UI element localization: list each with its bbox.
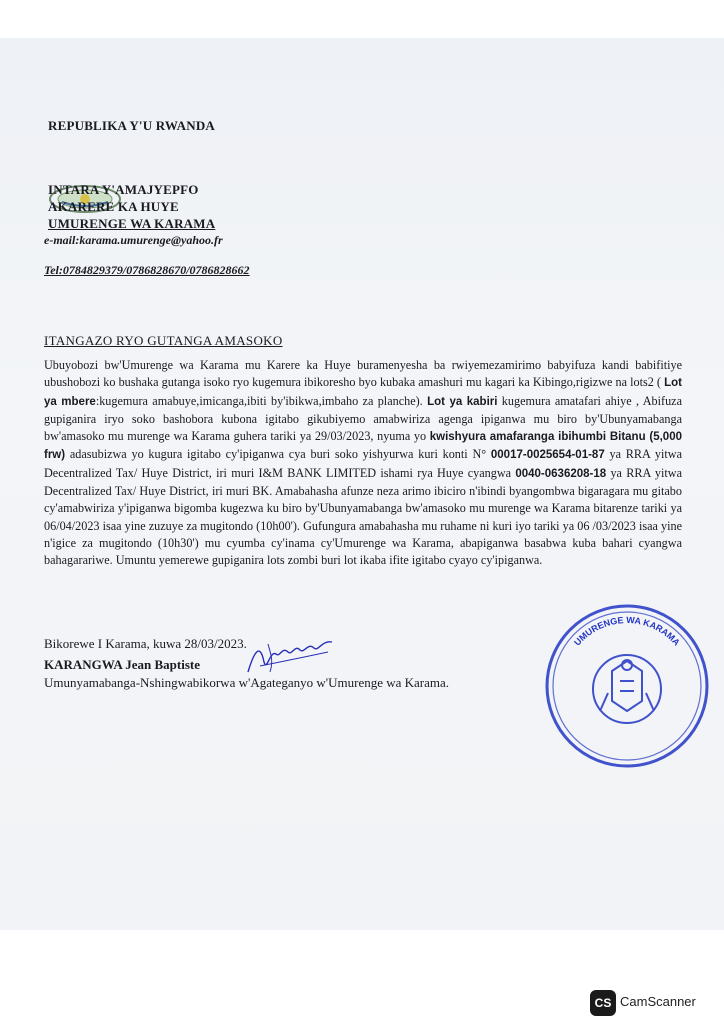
lot1-label: Lot ya mbere [44, 377, 682, 408]
official-stamp [542, 601, 712, 771]
signatory-name: KARANGWA Jean Baptiste [44, 657, 201, 672]
account-number-bk: 0040-0636208-18 [515, 467, 607, 480]
handwritten-signature [240, 632, 340, 678]
district-line: AKARERE KA HUYE [48, 199, 179, 214]
document-page [0, 38, 724, 930]
notice-title: ITANGAZO RYO GUTANGA AMASOKO [44, 333, 283, 348]
stamp-text: UMURENGE WA KARAMA [572, 614, 682, 648]
notice-body: Ubuyobozi bw'Umurenge wa Karama mu Karere ka Huye buramenyesha ba rwiyemezamirimo babyifuza kandi babifitiye ubushobozi ko bushaka gutanga isoko ryo kugemura ibikoresho byo kubaka amashuri mu kagari ka Kibingo,rigizwe na lots2 ( Lot ya mbere:kugemura amabuye,imicanga,ibiti by'ibikwa,imbaho za planche). Lot ya kabiri kugemura amatafari ahiye , Abifuza gupiganira iryo soko bashobora kubona igitabo gikubiyemo amabwiriza agenga ipiganwa mu biro by'Ubunyamabanga bw'amasoko mu murenge wa Karama guhera tariki ya 29/03/2023, nyuma yo kwishyura amafaranga ibihumbi Bitanu (5,000 frw) adasubizwa yo kugura igitabo cy'ipiganwa cya buri soko yishyurwa kuri konti N° 00017-0025654-01-87 ya RRA yitwa Decentralized Tax/ Huye District, iri muri I&M BANK LIMITED ishami rya Huye cyangwa 0040-0636208-18 ya RRA yitwa Decentralized Tax/ Huye District, iri muri BK. Amabahasha afunze neza arimo ibiciro n'ibindi byangombwa bigaragara mu gitabo cy'amabwiriza y'ipiganwa bigomba kugezwa ku biro by'Ubunyamabanga bw'amasoko mu murenge wa Karama bitarenze tariki ya 06/04/2023 isaa yine zuzuye za mugitondo (10h00'). Gufungura amabahasha mu ruhame ni kuri iyo tariki ya 06 /03/2023 isaa yine n'igice za mugitondo (10h30') mu cyumba cy'inama cy'Umurenge wa Karama, abapiganwa basabwa kuba bahari cyangwa bahagarariwe. Umuntu yemerewe gupiganira lots zombi buri lot ikaba ifite igitabo cyayo cy'ipiganwa. [44, 358, 682, 568]
email-line: e-mail:karama.umurenge@yahoo.fr [44, 233, 223, 247]
account-number-im: 00017-0025654-01-87 [490, 449, 605, 462]
signatory-role: Umunyamabanga-Nshingwabikorwa w'Agateganyo w'Umurenge wa Karama. [44, 675, 450, 690]
republic-heading: REPUBLIKA Y'U RWANDA [48, 118, 216, 133]
signoff-date: Bikorewe I Karama, kuwa 28/03/2023. [44, 636, 247, 651]
province-line: INTARA Y'AMAJYEPFO [48, 182, 199, 197]
phone-line: Tel:0784829379/0786828670/0786828662 [44, 263, 250, 277]
fee-amount: kwishyura amafaranga ibihumbi Bitanu (5,000 frw) [44, 431, 682, 462]
camscanner-label: CamScanner [620, 994, 696, 1009]
lot2-label: Lot ya kabiri [427, 395, 498, 408]
camscanner-logo-icon: CS [590, 990, 616, 1016]
sector-line: UMURENGE WA KARAMA [48, 216, 216, 231]
